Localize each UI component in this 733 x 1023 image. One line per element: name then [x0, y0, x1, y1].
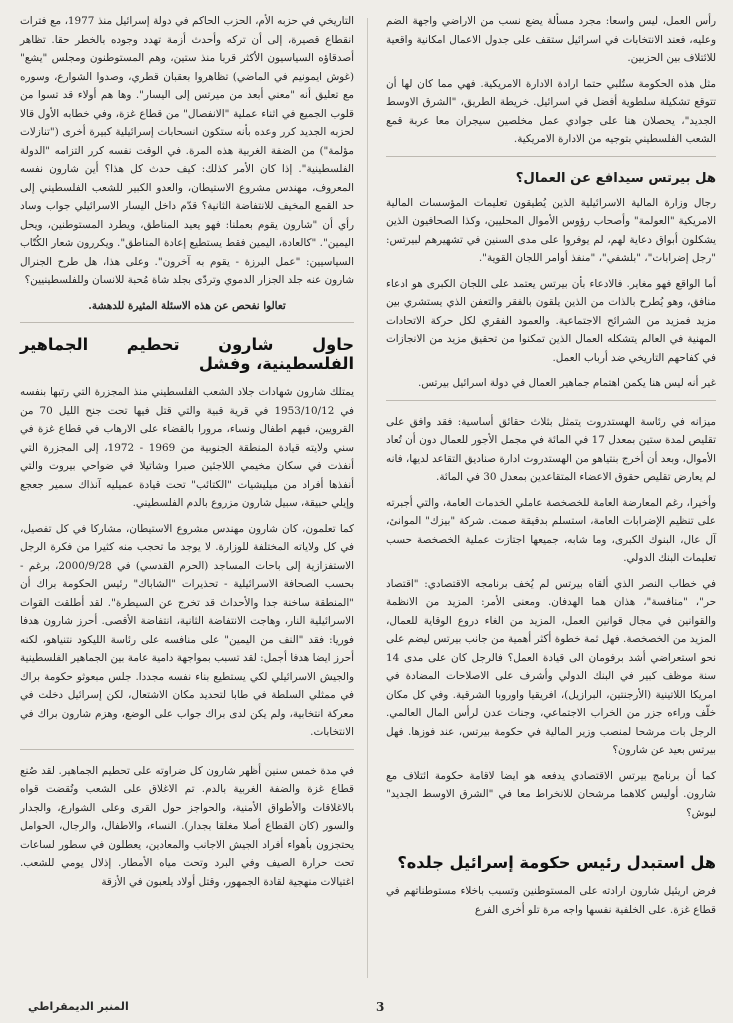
- right-column: [386, 12, 716, 926]
- article-paragraph: تعالوا نفحص عن هذه الاسئلة المثيرة للدهشة.: [88, 299, 286, 312]
- article-paragraph: رأس العمل، ليس واسعا: مجرد مسألة يضع نسب من الاراضي واجهة الضم وعليه، فعند الانتخابات في اسرائيل ستقف على جدول الاعمال امكانية واقعية للائتلاف بين الحزبين.: [386, 15, 716, 64]
- article-paragraph: في خطاب النصر الذي ألقاه بيرتس لم يُخف برنامجه الاقتصادي: "اقتصاد حر"، "منافسة"، هذان هما الهدفان. ومعنى الأمر: المزيد من الانظمة والقوانين في مجال قوانين العمل، المزيد من الغاء دروع الوقاية للعمال، المزيد من الخصخصة. فهل ثمة خطوة أكثر أهمية من جانب بيرتس ليضم على نحو استعراضي أشد برفومان الى قيادة العمل؟ فالرجل كان على مدى 14 سنة موظف كبير في البنك الدولي وأشرف على الاصلاحات المضادة في امريكا اللاتينية (الأرجنتين، البرازيل)، افريقيا واوروبا الشرقية. وفي كل مكان خلّف وراءه جزر من الخراب الاجتماعي، وجنات عدن لرأس المال العالمي. الرجل بات مرشحا لمنصب وزير المالية في حكومة بيرتس، عند فوزها. فهل بيرتس بعيد عن شارون؟: [386, 577, 716, 756]
- article-paragraph: كما تعلمون، كان شارون مهندس مشروع الاستيطان، مشاركا في كل تفصيل، في كل ولاياته المختلفة للوزارة. لا يوجد ما تحجب منه كثيرا من فكرة الرجل الاستفزازية إلى باحات المساجد (الحرم القدسي) في 2000/9/28، برغم - بحسب الصحافة الاسرائيلية - تحذيرات "الشاباك" رئيس الحكومة براك أن "المنطقة ساخنة جدا والأحداث قد تخرج عن السيطرة". لقد أطلقت القوات الاسرائيلية النار، وهاجت الانتفاضة الثانية، انتفاضة الأقصى. أحرز شارون هدفا فوريا: فقد "النف من اليمين" على منافسه على رئاسة الليكود نتنياهو، لكنه أحرز ايضا هدفا أجمل: لقد تسبب بمواجهة دامية عامة بين الجماهير الفلسطينية والجيش الاسرائيلي لكي يستطيع بناء نفسه مجددا. جلس مبعوثو حكومة براك في ممثلي السلطة في طابا لتحديد مكان الاشتعال، لكن إسرائيل دخلت في معركة انتخابية، ولم يكن لدى براك جواب على الوضع، وهزم شارون براك في الانتخابات.: [20, 522, 354, 738]
- section-divider: [386, 156, 716, 157]
- article-paragraph: وأخيرا، رغم المعارضة العامة للخصخصة عاملي الخدمات العامة، والتي أجبرته على تنظيم الإضرابات العامة، استسلم بدقيقة صمت. شركة "بيزك" الموانئ، آل عال، البنوك الكبرى، وما شابه، جميعها اجتازت عملية الخصخصة حسب تعليمات البنك الدولي.: [386, 496, 716, 564]
- section-heading: هل استبدل رئيس حكومة إسرائيل جلده؟: [397, 853, 716, 872]
- article-paragraph: غير أنه ليس هنا يكمن اهتمام جماهير العمال في دولة اسرائيل بيرتس.: [417, 377, 716, 389]
- section-heading: هل بيرتس سيدافع عن العمال؟: [515, 170, 716, 186]
- section-divider: [386, 400, 716, 401]
- article-paragraph: مثل هذه الحكومة ستُلبي حتما ارادة الادارة الامريكية. فهي مما كان لها أن تتوقع تشكيلة سلطوية أفضل في اسرائيل. خريطة الطريق، "الشرق الاوسط الجديد"، يحصلان هنا على جوادي عمل مخلصين سيجران معا عربة قمع الشعب الفلسطيني بتوجيه من الادارة الامريكية.: [386, 77, 716, 145]
- article-paragraph: التاريخي في حزبه الأم، الحزب الحاكم في دولة إسرائيل منذ 1977، مع فترات انقطاع قصيرة، إلى أن تركه وأحدث أزمة تهدد وجوده بالخطر حقا. تظاهر أصدقاؤه السياسيون الأكثر قربا منذ ستين، وهم المستوطنون ومجلس "يشع" (غوش ايمونيم في الماضي) تظاهروا بعقبان قطري، وصدوا الشوارع، وسوره مع تعليق أنه "معني أبعد من ميرتس إلى اليسار". وها هم أولاء قد تسوا من قلوب الجميع في اثناء عملية "الانفصال" من قطاع غزة، وفي خطابه الأول قالا لحزبه الجديد كرر وعده بأنه ستكون انسحابات إسرائيلية كبيرة أخرى ("تنازلات مؤلمة") من الضفة الغربية هذه المرة. في الوقت نفسه كرر التزامه "الدولة الفلسطينية". إذا كان الأمر كذلك: كيف حدث كل هذا؟ أين شارون نفسه المعروف، مهندس مشروع الاستيطان، والعدو الكبير للشعب الفلسطيني إلى حد القمع المخيف للانتفاضة الثانية؟ قدّم داخل اليسار الاسرائيلي جواب وساد رأي أن "شارون يقوم بعملنا: فهو يعيد المناطق، ويطرد المستوطنين، ويحل اليمين". "كالعادة، اليمين فقط يستطيع إعادة المناطق". ويكررون شعار الكُتّاب السياسيين: "عمل البرزة - يقوم به آخرون". وعلى هذا، هل طرح الجنرال شارون عنه جلد الجزار الدموي وتردّى بجلد شاة مُحبة للانسان وللفلسطينيين؟: [20, 15, 355, 286]
- article-paragraph: في مدة خمس سنين أظهر شارون كل ضراوته على تحطيم الجماهير. لقد صُنع قطاع غزة والضفة الغربية بالدم. تم الاغلاق على الشعب وتُقضت قواه بالاغلاقات والأطواق الأمنية، والحواجز حول القرى وعلى الشوارع، والجدار والسور (كان القطاع أصلا مغلقا بجدار). النساء، والاطفال، والرجال، الحوامل يحتجزون بأهواء أفراد الجيش الاجانب والمعادين، يعطلون في سطور لساعات تحت حرارة الصيف وفي البرد وتحت مياه الأمطار. إذلال يومي للشعب. اغتيالات منهجية لقادة الجمهور، وقتل أولاد يلعبون في الأزقة: [20, 764, 354, 888]
- publication-name: المنبر الديمقراطي: [28, 1000, 129, 1013]
- section-heading: حاول شارون تحطيم الجماهير الفلسطينية، وفشل: [20, 335, 354, 373]
- article-paragraph: رجال وزارة المالية الاسرائيلية الذين يُطيقون تعليمات المؤسسات المالية الامريكية "العولمة" وأصحاب رؤوس الأموال المحليين، وكذا الصحافيون الذين يشكلون أبواق دعاية لهم، لم يوفروا على مدى السنين في تشهيرهم لبيرتس: "رجل إضرابات"، "بلشفي"، "منفذ أوامر اللجان القوية".: [386, 196, 716, 264]
- article-paragraph: ميزانه في رئاسة الهستدروت يتمثل بثلاث حقائق أساسية: فقد وافق على تقليص لمدة ستين بمعدل 17 في المائة في مجمل الأجور للعمال دون أن تُعاد الأموال، وبعد أن أخرج بنتياهو من الهستدروت ادارة صناديق التقاعد لديها، فانه لم يعارض تقليص حقوق الاعضاء المتقاعدين بمعدل 30 في المائة.: [386, 415, 716, 483]
- section-divider: [20, 749, 354, 750]
- column-gutter: [367, 18, 368, 978]
- page-number: 3: [376, 1000, 385, 1014]
- article-paragraph: فرض اريئيل شارون ارادته على المستوطنين وتسبب باخلاء مستوطناتهم في قطاع غزة. على الخلفية نفسها واجه مرة تلو أخرى الفرع: [386, 885, 716, 916]
- article-paragraph: أما الواقع فهو مغاير. فالادعاء بأن بيرتس يعتمد على اللجان الكبرى هو ادعاء منافق، وهو يُطرح بالذات من الذين يلقون بالفقر والتعفن الذي يستشري بين مزيد فمزيد من الشرائح الاجتماعية. والعمود الفقري لكل حركة الاتحادات المهنية في العالم يتشكله العمال الذين تمكنوا من تحقيق مزيد من الانجازات في كفاحهم التاريخي ضد أرباب العمل.: [386, 277, 716, 364]
- article-paragraph: يمتلك شارون شهادات جلاد الشعب الفلسطيني منذ المجزرة التي رتبها بنفسه في 1953/10/12 في قرية قبية والتي قتل فيها تحت جنح الليل 70 من القرويين، فيهم اطفال ونساء، مرورا بالقضاء على الارهاب في قطاع غزة في سني ولايته قيادة المنطقة الجنوبية من 1969 - 1972، إلى المجزرة التي أنفذت في سكان مخيمي اللاجئين صبرا وشاتيلا في ضواحي بيروت والتي أنفذها أفراد من ميليشيات "الكتائب" تحت قيادة عميليه آنذاك سمير جعجع وإيلي حبيقة، سبيل شارون مزروع بالدم الفلسطيني.: [20, 386, 355, 509]
- left-column: [20, 12, 354, 898]
- section-divider: [20, 322, 354, 323]
- article-paragraph: كما أن برنامج بيرتس الاقتصادي يدفعه هو ايضا لاقامة حكومة ائتلاف مع شارون. أوليس كلاهما مرشحان للانخراط معا في "الشرق الاوسط الجديد" لبوش؟: [386, 769, 716, 819]
